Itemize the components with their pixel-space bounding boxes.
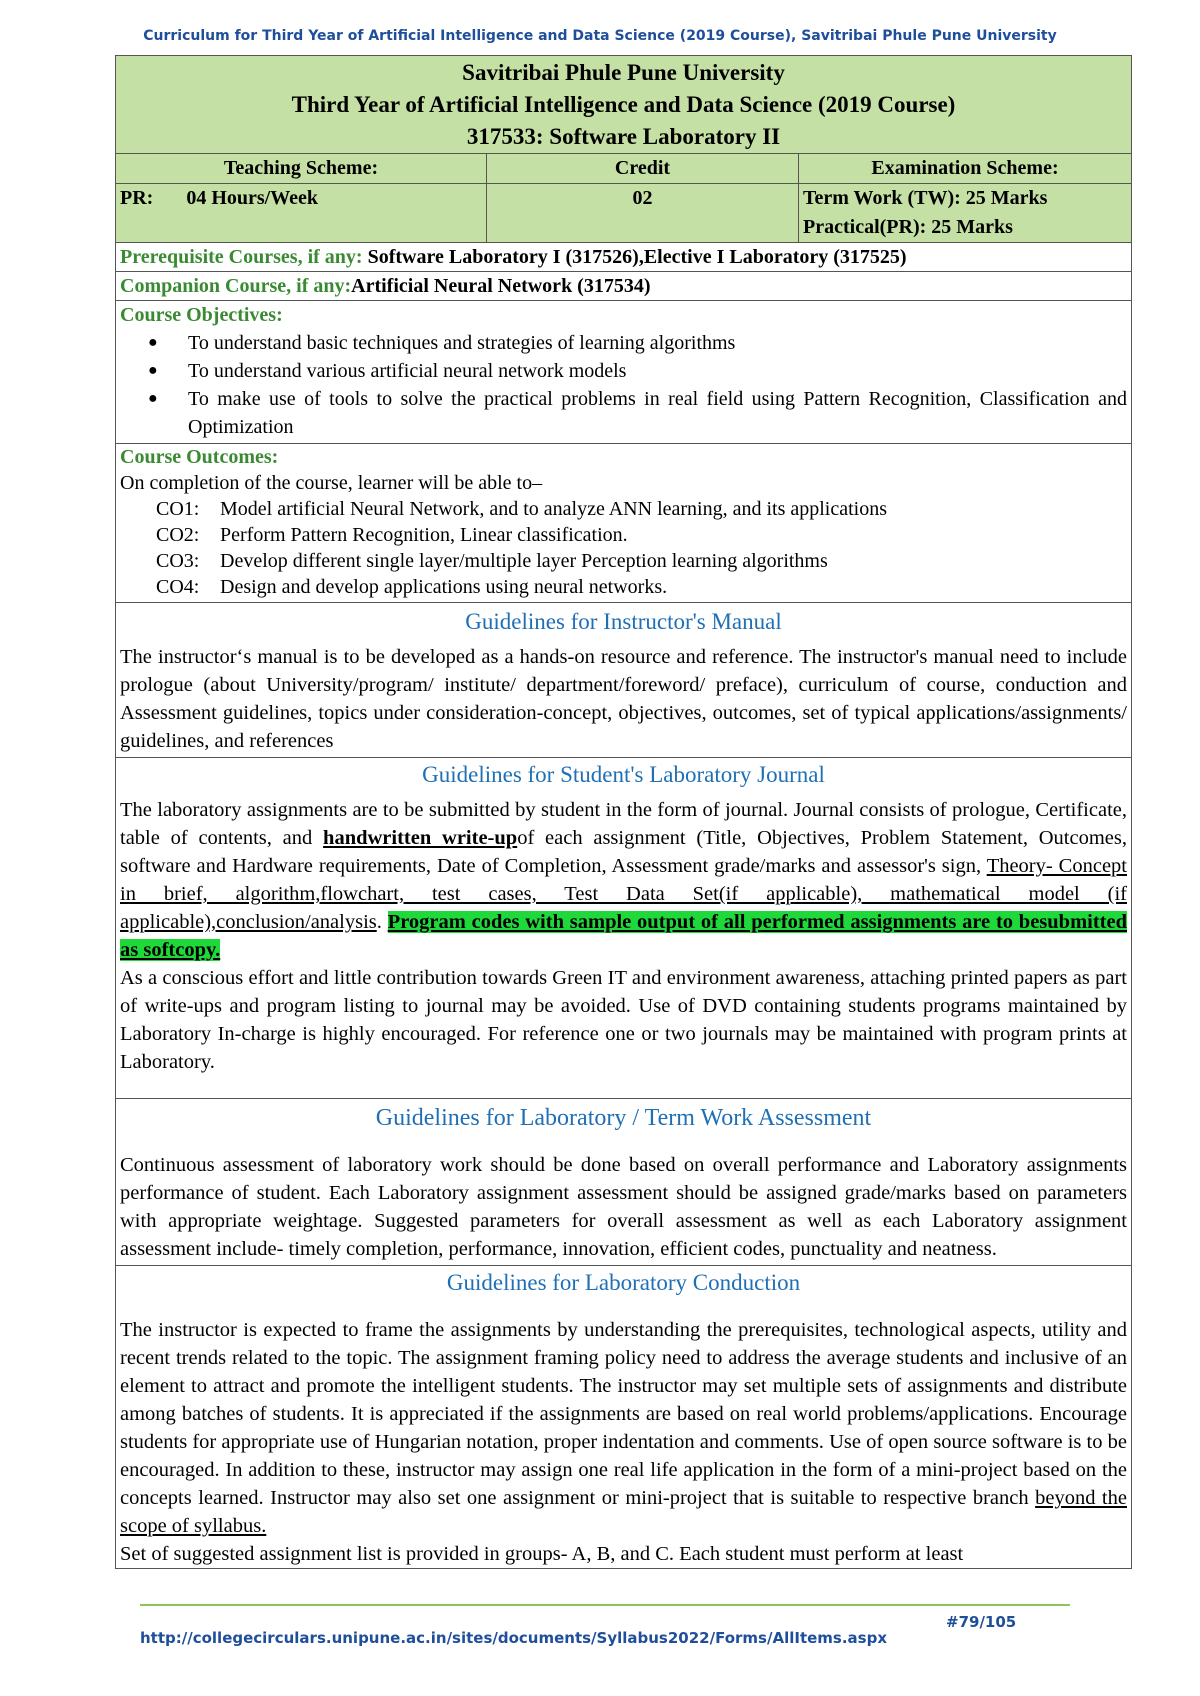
journal-paragraph-1: The laboratory assignments are to be submitted by student in the form of journal. Journal consists of prologue, Certificate, table of contents, and handwritten write-upof each assignment (Title, Objectives, Problem Statement, Outcomes, software and Hardware requirements, Date of Completion, Assessment grade/marks and assessor's sign, Theory- Concept in brief, algorithm,flowchart, test cases, Test Data Set(if applicable), mathematical model (if applicable),conclusion/analysis. Program codes with sample output of all performed assignments are to besubmitted as softcopy. bbox=[120, 799, 1128, 961]
outcomes-label: Course Outcomes: bbox=[120, 446, 279, 468]
list-item: ● To understand basic techniques and strategies of learning algorithms bbox=[120, 329, 1127, 357]
footer-divider bbox=[140, 1604, 1070, 1606]
footer-link[interactable]: http://collegecirculars.unipune.ac.in/sites/documents/Syllabus2022/Forms/AllItems.aspx bbox=[140, 1629, 888, 1647]
highlighted-note: Program codes with sample output of all performed assignments are to besubmitted as softcopy. bbox=[120, 911, 1128, 961]
bullet-icon: ● bbox=[148, 362, 158, 379]
term-work-marks: Term Work (TW): 25 Marks bbox=[803, 187, 1048, 209]
conduction-section bbox=[116, 1265, 1131, 1568]
journal-section bbox=[116, 757, 1131, 1098]
assessment-section bbox=[116, 1098, 1131, 1265]
prerequisite-value: Software Laboratory I (317526),Elective I Laboratory (317525) bbox=[362, 246, 907, 268]
instructor-manual-title: Guidelines for Instructor's Manual bbox=[465, 609, 782, 634]
pr-label: PR: bbox=[120, 187, 154, 209]
scheme-values-row bbox=[116, 183, 1131, 242]
instructor-manual-section bbox=[116, 602, 1131, 757]
prerequisite-label: Prerequisite Courses, if any: bbox=[120, 246, 363, 268]
conduction-title: Guidelines for Laboratory Conduction bbox=[446, 1270, 801, 1295]
credit-value: 02 bbox=[486, 184, 798, 242]
assessment-title: Guidelines for Laboratory / Term Work Assessment bbox=[375, 1105, 872, 1131]
outcomes-section bbox=[116, 443, 1131, 602]
list-item: CO2: Perform Pattern Recognition, Linear classification. bbox=[156, 524, 628, 546]
list-item: CO4: Design and develop applications using neural networks. bbox=[156, 576, 668, 598]
instructor-manual-text: The instructor‘s manual is to be developed as a hands-on resource and reference. The instructor's manual need to include prologue (about University/program/ institute/ department/foreword/ preface), curriculum of course, conduction and Assessment guidelines, topics under consideration-concept, objectives, outcomes, set of typical applications/assignments/ guidelines, and references bbox=[120, 646, 1127, 752]
assessment-text: Continuous assessment of laboratory work should be done based on overall performance and Laboratory assignments performance of student. Each Laboratory assignment assessment should be assigned grade/marks based on parameters with appropriate weightage. Suggested parameters for overall assessment as well as each Laboratory assignment assessment include- timely completion, performance, innovation, efficient codes, punctuality and neatness. bbox=[120, 1154, 1127, 1260]
journal-title: Guidelines for Student's Laboratory Journal bbox=[422, 762, 825, 787]
exam-marks bbox=[798, 184, 1131, 242]
list-item: CO1: Model artificial Neural Network, and to analyze ANN learning, and its applications bbox=[156, 498, 888, 520]
page-number: #79/105 bbox=[946, 1613, 1017, 1631]
running-header: Curriculum for Third Year of Artificial Intelligence and Data Science (2019 Course), Savitribai Phule Pune University bbox=[143, 28, 1057, 44]
list-item: ● To understand various artificial neural network models bbox=[120, 357, 1127, 385]
list-item: CO3: Develop different single layer/multiple layer Perception learning algorithms bbox=[156, 550, 828, 572]
course-code-title: 317533: Software Laboratory II bbox=[466, 124, 781, 149]
syllabus-table bbox=[115, 55, 1132, 1569]
list-item: ● To make use of tools to solve the practical problems in real field using Pattern Recognition, Classification and Optimization bbox=[120, 385, 1127, 441]
program-name: Third Year of Artificial Intelligence and Data Science (2019 Course) bbox=[291, 92, 956, 117]
conduction-paragraph-1: The instructor is expected to frame the assignments by understanding the prerequisites, technological aspects, utility and recent trends related to the topic. The assignment framing policy need to address the average students and inclusive of an element to attract and promote the intelligent students. The instructor may set multiple sets of assignments and distribute among batches of students. It is appreciated if the assignments are based on real world problems/applications. Encourage students for appropriate use of Hungarian notation, proper indentation and comments. Use of open source software is to be encouraged. In addition to these, instructor may assign one real life application in the form of a mini-project based on the concepts learned. Instructor may also set one assignment or mini-project that is suitable to respective branch beyond the scope of syllabus. bbox=[120, 1319, 1127, 1537]
prerequisite-row bbox=[116, 242, 1131, 271]
title-block bbox=[116, 56, 1131, 153]
bullet-icon: ● bbox=[148, 334, 158, 351]
hours-value: 04 Hours/Week bbox=[186, 187, 318, 209]
companion-row bbox=[116, 271, 1131, 300]
bullet-icon: ● bbox=[148, 390, 158, 407]
companion-label: Companion Course, if any: bbox=[120, 275, 352, 297]
teaching-scheme-label: Teaching Scheme: bbox=[223, 157, 379, 179]
teaching-hours bbox=[116, 184, 486, 242]
conduction-paragraph-2: Set of suggested assignment list is provided in groups- A, B, and C. Each student must perform at least bbox=[120, 1543, 964, 1565]
scheme-header-row bbox=[116, 153, 1131, 183]
companion-value: Artificial Neural Network (317534) bbox=[351, 275, 651, 297]
credit-label: Credit bbox=[486, 154, 798, 183]
outcomes-intro: On completion of the course, learner will be able to– bbox=[120, 472, 543, 494]
practical-marks: Practical(PR): 25 Marks bbox=[803, 216, 1013, 238]
university-name: Savitribai Phule Pune University bbox=[462, 60, 785, 85]
exam-scheme-label: Examination Scheme: bbox=[798, 154, 1131, 183]
journal-paragraph-2: As a conscious effort and little contribution towards Green IT and environment awareness, attaching printed papers as part of write-ups and program listing to journal may be avoided. Use of DVD containing students programs maintained by Laboratory In-charge is highly encouraged. For reference one or two journals may be maintained with program prints at Laboratory. bbox=[120, 967, 1127, 1073]
objectives-label: Course Objectives: bbox=[120, 304, 283, 326]
objectives-section bbox=[116, 300, 1131, 443]
